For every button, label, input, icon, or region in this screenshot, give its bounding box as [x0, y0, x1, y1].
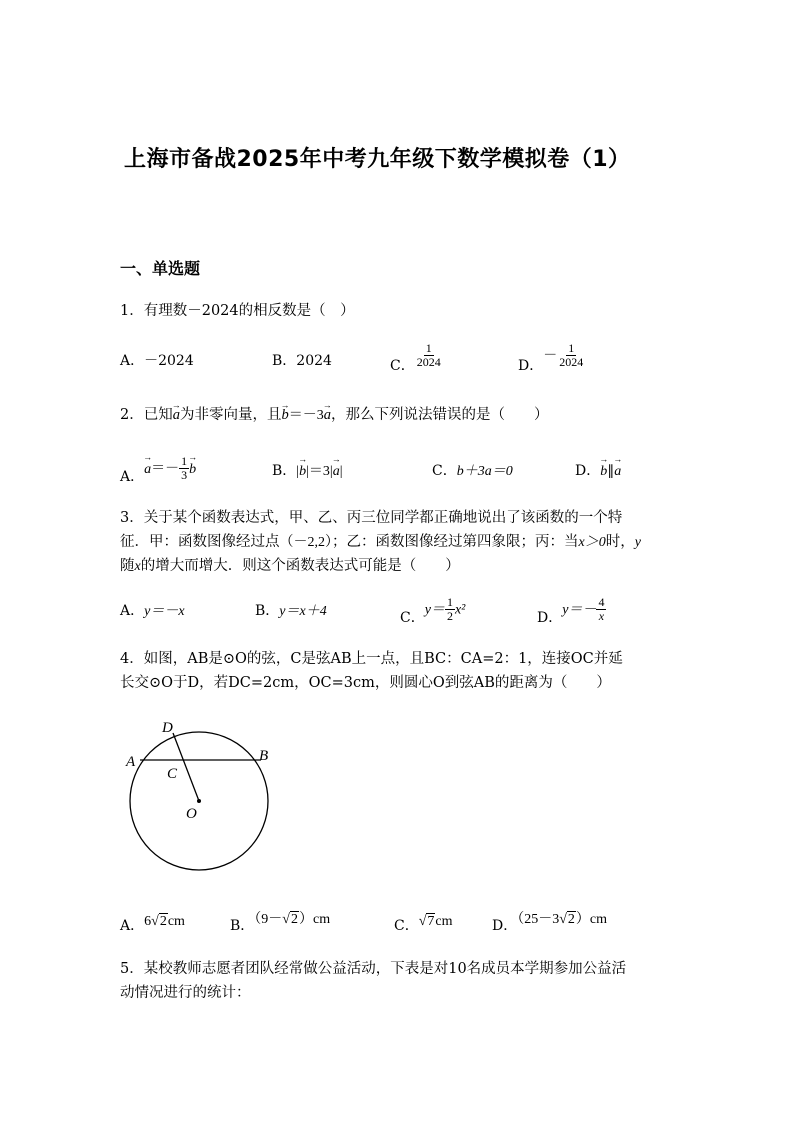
q4-a-label: A．	[120, 918, 145, 934]
question-5-line-2: 动情况进行的统计：	[120, 985, 251, 1001]
q2-d-vec-a: → a	[614, 464, 621, 480]
q4-b-pre: （9－	[254, 912, 283, 927]
q2-b-vec-a: → a	[333, 464, 340, 480]
q1-c-fraction	[415, 342, 443, 369]
q1-c-den: 2024	[416, 355, 441, 369]
q3-option-a	[120, 600, 185, 620]
q3-line2c: 时，	[605, 534, 635, 550]
q2-d-label: D．	[575, 463, 601, 479]
q3-x: x	[134, 559, 141, 574]
q2-a-vec-a: → a	[144, 462, 151, 478]
q3-d-den: x	[598, 609, 605, 623]
q2-c-expr: b＋3a＝0	[456, 464, 513, 479]
q2-d-vec-b: → b	[600, 464, 607, 480]
q3-a-expr: y＝－x	[144, 604, 185, 619]
q4-d-pre: （25－3	[517, 912, 560, 927]
q1-d-den: 2024	[559, 355, 584, 369]
section-heading: 一、单选题	[120, 259, 201, 278]
q3-d-fraction	[596, 596, 606, 623]
q4-a-sqrt-sign: √	[151, 914, 159, 929]
question-5-line-1: 5．某校教师志愿者团队经常做公益活动，下表是对10名成员本学期参加公益活	[120, 961, 627, 977]
q3-b-label: B．	[255, 603, 280, 619]
q3-c-den: 2	[446, 609, 453, 623]
q4-d-sqrt-sign: √	[559, 912, 567, 927]
q4-d-post: ）cm	[575, 912, 608, 927]
question-4-line-1: 4．如图，AB是⊙O的弦，C是弦AB上一点，且BC：CA=2：1，连接OC并延	[120, 651, 623, 667]
q3-d-pre: y＝－	[562, 602, 597, 618]
question-4-line-2: 长交⊙O于D，若DC=2cm，OC=3cm，则圆心O到弦AB的距离为（ ）	[120, 675, 611, 691]
q3-c-fraction	[445, 596, 455, 623]
q3-d-label: D．	[537, 609, 563, 626]
q3-cond: x＞0	[578, 535, 606, 550]
q4-option-c	[394, 910, 453, 934]
q3-d-num: 4	[598, 595, 605, 609]
q2-vec-a-1: → a	[173, 403, 180, 427]
label-a: A	[126, 754, 136, 770]
q3-c-post: x²	[454, 602, 466, 618]
q1-d-fraction	[557, 342, 585, 369]
q3-a-label: A．	[120, 603, 145, 619]
q1-d-sign: －	[543, 347, 558, 364]
question-3-line-3	[120, 554, 460, 579]
q3-line2a: 征．甲：函数图像经过点	[120, 534, 280, 550]
q3-option-d	[537, 595, 606, 626]
q4-d-label: D．	[492, 918, 518, 934]
q2-s4: ，那么下列说法错误的是（ ）	[330, 407, 549, 423]
q3-c-pre: y＝	[424, 602, 445, 618]
q4-b-sqrt-sign: √	[282, 912, 290, 927]
q1-c-label: C．	[390, 357, 415, 374]
q2-a-num: 1	[181, 454, 188, 468]
q1-option-b: B．2024	[272, 353, 332, 369]
q1-d-label: D．	[518, 357, 544, 374]
q2-s1: 2．已知	[120, 407, 173, 423]
q2-a-vec-b: → b	[189, 462, 196, 478]
q2-a-mid: ＝－	[151, 461, 180, 477]
q3-line2b: ；乙：函数图像经过第四象限；丙：当	[332, 534, 579, 550]
q2-option-a	[120, 454, 197, 485]
q3-line3b: 的增大而增大．则这个函数表达式可能是（ ）	[140, 558, 460, 574]
q4-a-pre: 6	[144, 914, 152, 929]
q3-option-c	[400, 595, 466, 626]
q1-c-num: 1	[425, 341, 432, 355]
q1-option-d	[518, 341, 585, 374]
q4-c-label: C．	[394, 918, 419, 934]
q2-s3: ＝－3	[288, 408, 324, 423]
question-2-stem	[120, 403, 548, 428]
q4-option-d	[492, 908, 608, 934]
q2-c-label: C．	[432, 463, 457, 479]
question-1-stem: 1．有理数－2024的相反数是（ ）	[120, 303, 355, 319]
q4-a-radicand: 2	[159, 914, 167, 929]
q4-c-sqrt-sign: √	[418, 914, 427, 929]
q4-b-radicand: 2	[290, 912, 298, 927]
label-d: D	[162, 720, 173, 736]
q2-b-expr3: |	[339, 464, 343, 479]
q2-b-label: B．	[272, 463, 297, 479]
q4-d-radicand: 2	[567, 912, 575, 927]
q3-point: （－2,2）	[279, 535, 332, 550]
q4-b-label: B．	[230, 918, 255, 934]
q2-option-c	[432, 460, 513, 480]
q2-s2: 为非零向量，且	[179, 407, 282, 423]
q1-d-num: 1	[568, 341, 575, 355]
question-3-line-1: 3．关于某个函数表达式，甲、乙、丙三位同学都正确地说出了该函数的一个特	[120, 510, 623, 526]
q4-c-unit: cm	[435, 914, 453, 929]
q2-option-b	[272, 460, 343, 480]
q2-vec-a-2: → a	[324, 403, 331, 427]
question-3-line-2	[120, 530, 641, 555]
q1-option-a: A．－2024	[120, 353, 194, 369]
q1-option-c	[390, 341, 443, 374]
q3-line3a: 随	[120, 558, 135, 574]
q2-d-mid: ∥	[607, 464, 615, 479]
q4-c-radicand: 7	[427, 914, 435, 929]
label-c: C	[167, 766, 178, 782]
q3-y: y	[634, 535, 641, 550]
label-o: O	[186, 806, 197, 822]
q2-option-d	[575, 460, 621, 480]
page-title: 上海市备战2025年中考九年级下数学模拟卷（1）	[124, 147, 631, 172]
center-point	[197, 799, 201, 803]
circle-figure	[120, 712, 280, 877]
q2-a-label: A．	[120, 468, 145, 485]
q3-c-num: 1	[446, 595, 453, 609]
q2-b-vec-b: → b	[299, 464, 306, 480]
q4-option-a	[120, 910, 185, 934]
q3-c-label: C．	[400, 609, 425, 626]
label-b: B	[259, 748, 269, 764]
q2-b-expr1: |	[296, 464, 300, 479]
q2-b-expr2: |＝3|	[306, 464, 333, 479]
q2-a-den: 3	[181, 468, 188, 482]
q3-option-b	[255, 600, 327, 620]
q4-b-post: ）cm	[298, 912, 331, 927]
q2-vec-b-1: → b	[281, 403, 288, 427]
q3-b-expr: y＝x＋4	[279, 604, 327, 619]
q4-a-unit: cm	[167, 914, 185, 929]
q4-option-b	[230, 908, 331, 934]
